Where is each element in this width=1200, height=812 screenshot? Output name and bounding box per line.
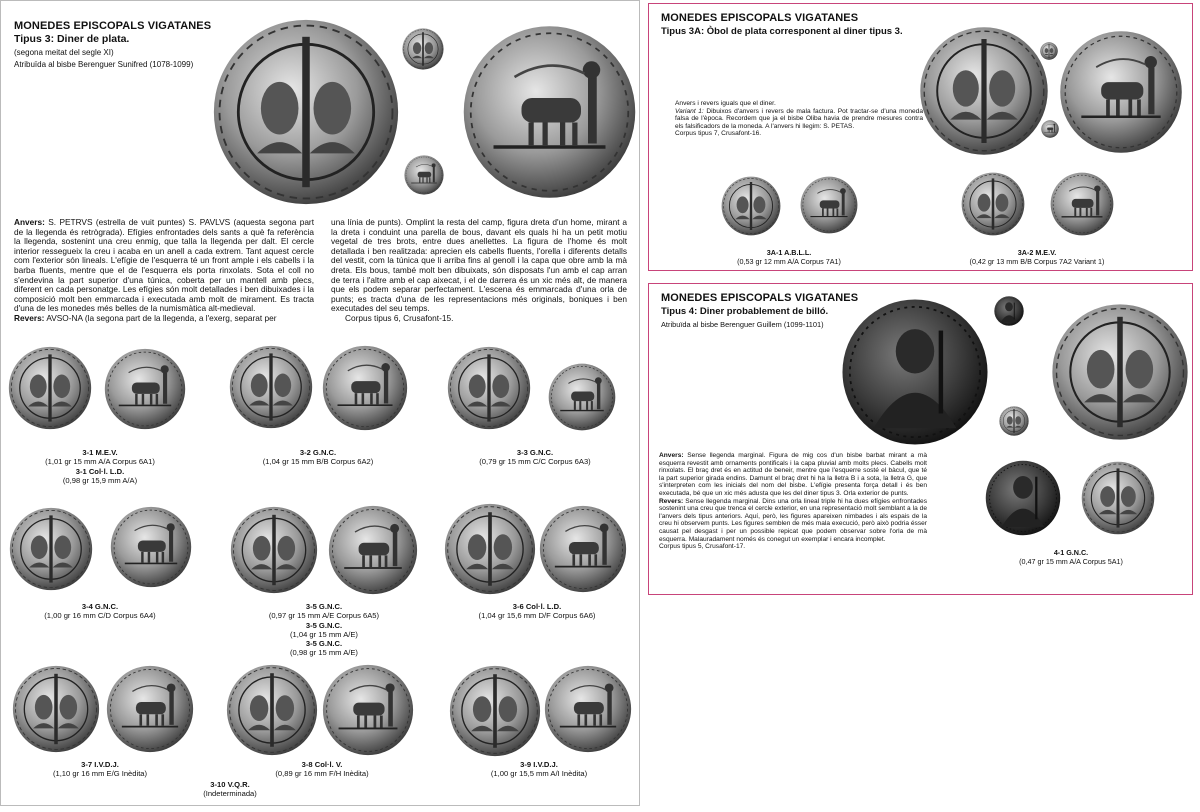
caption-detail: (0,89 gr 16 mm F/H Inèdita) [275,769,369,779]
panel-type-3a [648,3,1193,271]
caption-detail: (0,79 gr 15 mm C/C Corpus 6A3) [479,457,591,467]
caption-detail: (0,97 gr 15 mm A/E Corpus 6A5) [268,611,380,621]
coin-3-1-reverse [104,348,186,430]
caption-id: 3-3 G.N.C. [516,448,554,457]
caption-id: 3-1 M.E.V. [82,448,118,457]
coin-4-reverse-hero [1051,302,1189,442]
caption-3-1 [0,448,200,485]
caption-detail: (0,98 gr 15 mm A/E) [290,648,358,658]
panel-3a-corpus-line: Corpus tipus 7, Crusafont-16. [675,130,762,138]
caption-3a-1 [689,248,889,267]
coin-4-actual-obverse [993,296,1025,326]
coin-3-9-reverse [544,665,632,753]
caption-detail: (1,00 gr 15,5 mm A/I Inèdita) [490,769,588,779]
coin-3a-reverse-hero [1057,30,1185,154]
coin-obverse-actual-size [402,28,444,70]
coin-3a-actual-reverse [1041,120,1059,138]
caption-id: 3A-2 M.E.V. [1017,248,1057,257]
panel-3a-title: MONEDES EPISCOPALS VIGATANES [661,12,859,24]
coin-4-1-reverse [1081,460,1155,536]
caption-id: 3A-1 A.B.L.L. [766,248,812,257]
panel-4-obverse-label: Anvers: [659,452,684,459]
caption-detail: (1,10 gr 16 mm E/G Inèdita) [52,769,148,779]
coin-3-8-reverse [320,664,416,756]
caption-detail: (0,42 gr 13 mm B/B Corpus 7A2 Variant 1) [969,257,1105,267]
caption-3-4 [0,602,200,621]
caption-3-6 [437,602,637,621]
left-text-column-2 [331,218,627,324]
obverse-label: Anvers: [14,217,45,227]
coin-3-4-obverse [9,507,93,591]
left-page-title: MONEDES EPISCOPALS VIGATANES [14,20,212,32]
coin-4-obverse-hero [839,298,991,446]
coin-3a-actual-obverse [1040,42,1058,60]
coin-3-6-obverse [444,503,536,595]
caption-id: 3-2 G.N.C. [299,448,337,457]
obverse-text: S. PETRVS (estrella de vuit puntes) S. PAVLVS (aquesta segona part de la llegenda és retrògrada). Efígies enfrontades dels sants a què fa referència la llegenda, sostenint una creu enmig, que talla la llegenda per dalt. El cercle interior ressegueix la creu i acaba en un anell a cada extrem. Tant aquest cercle com l'exterior són lineals. L'efígie de l'esquerra té un front ample i els cabells i la barba fluents, mentre que el de l'esquerra els porta rinxolats. Sota el coll no s'endevina la part superior d'una túnica, coberta per un mantell amb plecs, diferent en cada personatge. Les efígies són molt detallades i ben dibuixades i la composició molt ben emmarcada i executada amb molt de mirament. Es tracta d'una de les monedes més belles de la numismàtica alt-medieval. [14,217,315,314]
caption-detail: (1,00 gr 16 mm C/D Corpus 6A4) [44,611,156,621]
coin-3-2-obverse [229,345,313,429]
panel-4-attribution: Atribuïda al bisbe Berenguer Guillem (1099-1101) [661,320,824,329]
caption-id: 3-7 I.V.D.J. [81,760,119,769]
coin-3-2-reverse [322,345,408,431]
coin-3a-1-obverse [721,176,781,236]
coin-reverse-hero [462,22,637,202]
left-attribution: Atribuïda al bisbe Berenguer Sunifred (1078-1099) [14,60,194,69]
coin-3-3-obverse [447,346,531,430]
coin-4-1-obverse [985,460,1061,536]
caption-id: 3-5 G.N.C. [305,620,343,630]
coin-3-8-obverse [226,664,318,756]
caption-detail: (1,01 gr 15 mm A/A Corpus 6A1) [45,457,155,467]
caption-3-9 [439,760,639,779]
panel-3a-type-title: Tipus 3A: Òbol de plata corresponent al diner tipus 3. [661,26,903,37]
coin-4-actual-reverse [999,406,1029,436]
caption-id: 4-1 G.N.C. [1053,548,1089,557]
caption-3-2 [218,448,418,467]
variant-text: Dibuixos d'anvers i revers de mala factura. Pot tractar-se d'una moneda falsa de l'època. Recordem que ja el bisbe Oliba havia de prendre mesures contra els falsificadors de la moneda. A l'anvers hi llegim: S. PETAS. [675,107,923,130]
coin-3-1-obverse [8,346,92,430]
panel-4-corpus-line: Corpus tipus 5, Crusafont-17. [659,543,746,551]
caption-id: 3-9 I.V.D.J. [520,760,558,769]
reverse-continued-text: una línia de punts). Omplint la resta del camp, figura dreta d'un home, mirant a la dreta i conduint una parella de bous, davant els quals hi ha un petit motiu vegetal de tres brots, entre dues anellettes. La figura de l'home és molt detallada i ben realitzada: aprecien els cabells fluents, l'orella i diferents detalls del vestit, com la túnica que li arriba fins al genoll i la capa que obre amb la mà dreta. Els bous, també molt ben dibuixats, són disposats l'un amb el cap arran de terra i l'altre amb el cap aixecat, i el de darrera és un xic més alt, de manera que els podem separar perfectament. L'escena és emmarcada d'una orla de punts; es tracta d'una de les representacions més originals, boniques i ben executades del seu temps. [331,217,627,314]
caption-3-10 [130,780,330,799]
caption-detail: (0,98 gr 15,9 mm A/A) [62,475,138,485]
coin-3a-2-obverse [961,172,1025,236]
caption-id: 3-5 G.N.C. [305,602,343,611]
coin-3-9-obverse [449,665,541,757]
coin-3a-2-reverse [1050,172,1114,236]
left-type-title: Tipus 3: Diner de plata. [14,33,130,45]
reverse-text: AVSO-NA (la segona part de la llegenda, a l'exerg, separat per [46,312,277,323]
caption-3-3 [440,448,630,467]
left-date-line: (segona meitat del segle XI) [14,48,114,57]
coin-3-3-reverse [541,363,623,431]
caption-id: 3-6 Col·l. L.D. [512,602,562,611]
caption-detail: (1,04 gr 15,6 mm D/F Corpus 6A6) [478,611,596,621]
panel-4-title: MONEDES EPISCOPALS VIGATANES [661,292,859,304]
left-text-column-1 [14,218,314,324]
caption-detail: (Indeterminada) [203,789,257,799]
variant-label: Variant 1: [675,107,704,115]
coin-3a-obverse-hero [917,26,1051,156]
caption-3a-2 [927,248,1147,267]
caption-detail: (0,53 gr 12 mm A/A Corpus 7A1) [737,257,841,267]
caption-id: 3-1 Col·l. L.D. [75,466,125,476]
panel-3a-line1: Anvers i revers iguals que el diner. [675,100,776,107]
coin-3-7-reverse [106,665,194,753]
caption-detail: (1,04 gr 15 mm A/E) [290,629,358,639]
caption-id: 3-10 V.Q.R. [210,780,250,789]
panel-4-reverse-label: Revers: [659,497,684,505]
panel-type-4 [648,283,1193,595]
caption-detail: (0,47 gr 15 mm A/A Corpus 5A1) [1019,557,1123,567]
left-corpus-line: Corpus tipus 6, Crusafont-15. [345,312,454,323]
coin-3-6-reverse [539,503,627,595]
caption-3-7 [0,760,200,779]
caption-id: 3-8 Col·l. V. [301,760,343,769]
panel-4-text [659,452,927,551]
coin-3-5-obverse [230,506,318,594]
caption-3-5 [218,602,430,658]
panel-4-type-title: Tipus 4: Diner probablement de billó. [661,306,829,317]
coin-3a-1-reverse [800,176,858,234]
coin-reverse-actual-size [404,155,444,195]
coin-3-5-reverse [328,505,418,595]
panel-4-obverse-text: Sense llegenda marginal. Figura de mig cos d'un bisbe barbat mirant a mà esquerra revestit amb ornaments pontificals i la capa pluvial amb molts plecs. Cabells molt rinxolats. El braç dret és en actitud de beneir, mentre que l'esquerre sosté el bàcul, que té la part superior girada endins. Damunt el braç dret hi ha la lletra B i a sota, la lletra G, que s'interpreten com les inicials del nom del bisbe. L'efígie presenta força detall i és ben executada, bé que un xic més adusta que les del diner tipus 3. Orla exterior de punts. [659,452,927,497]
caption-3-8 [222,760,422,779]
coin-obverse-hero [212,18,400,206]
panel-3a-text [675,100,923,138]
caption-id: 3-4 G.N.C. [81,602,119,611]
coin-3-4-reverse [110,500,192,594]
caption-detail: (1,04 gr 15 mm B/B Corpus 6A2) [262,457,374,467]
coin-3-7-obverse [12,665,100,753]
panel-4-reverse-text: Sense llegenda marginal. Dins una orla lineal triple hi ha dues efígies enfrontades sostenint una creu que trenca el cercle exterior, en una representació molt semblant a la de l'anvers dels tipus anteriors. Aquí, però, les figures apareixen nimbades i als espais de la creu hi observem punts. Les figures semblen de més mala execució, però això podria ésser causat pel desgast i per un possible repicat que podem observar sobre l'orla de mà esquerra. Malauradament només és conegut un exemplar i encara incomplet. [659,497,927,543]
caption-id: 3-5 G.N.C. [305,639,343,649]
reverse-label: Revers: [14,312,45,323]
caption-4-1 [971,548,1171,567]
